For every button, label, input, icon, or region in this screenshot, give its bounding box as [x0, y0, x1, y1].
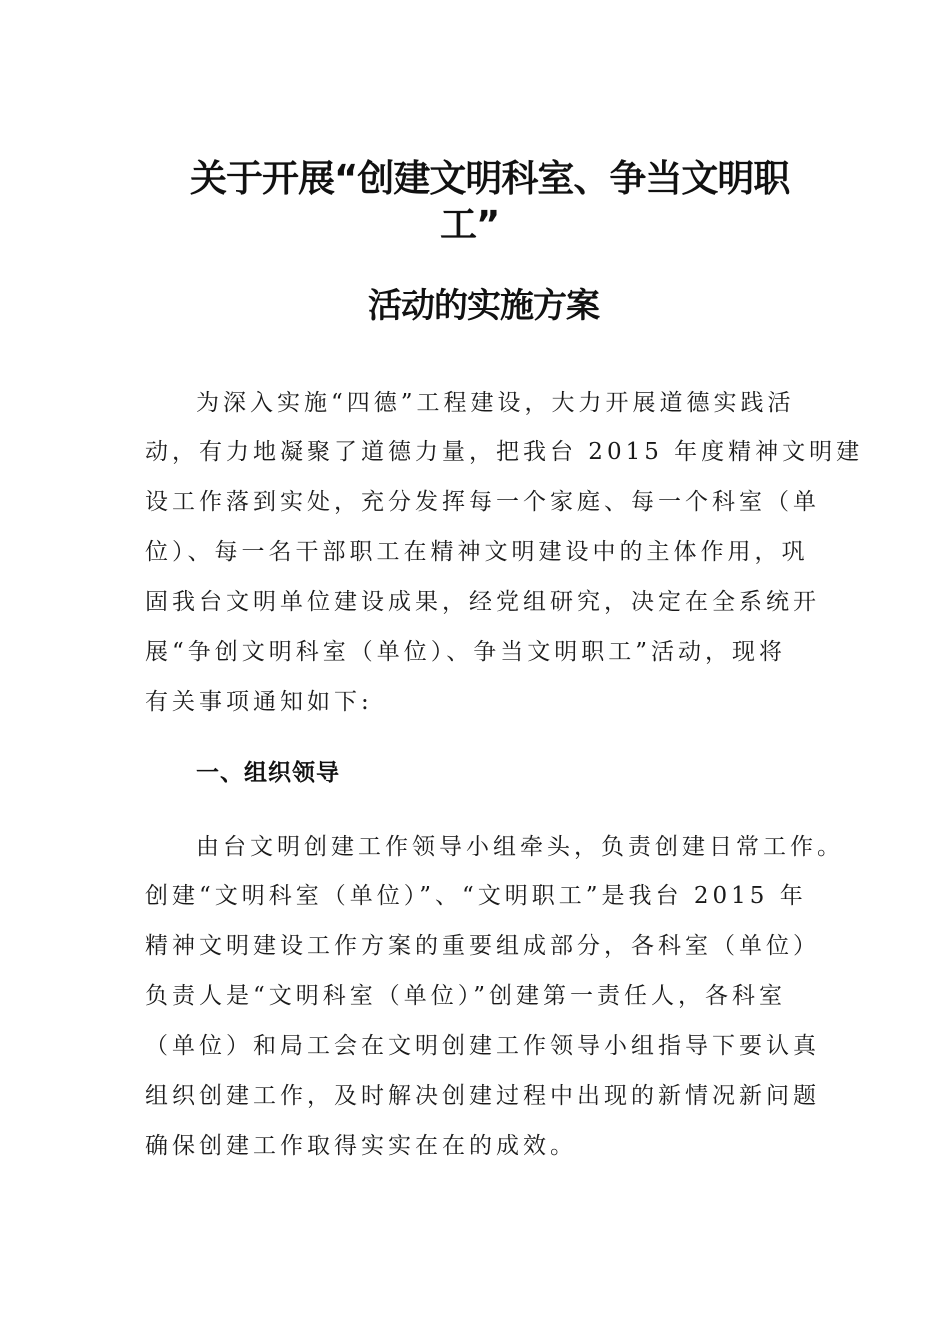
section-paragraph-line: 精神文明建设工作方案的重要组成部分，各科室（单位） — [145, 933, 820, 959]
section-paragraph-line: （单位）和局工会在文明创建工作领导小组指导下要认真 — [145, 1033, 820, 1059]
document-title-line-2: 工” — [440, 203, 500, 246]
intro-paragraph-line: 设工作落到实处，充分发挥每一个家庭、每一个科室（单 — [145, 489, 820, 515]
intro-paragraph-line: 位）、每一名干部职工在精神文明建设中的主体作用，巩 — [145, 539, 809, 565]
intro-paragraph-line: 固我台文明单位建设成果，经党组研究，决定在全系统开 — [145, 589, 820, 615]
document-subtitle: 活动的实施方案 — [368, 286, 599, 326]
section-paragraph-line: 组织创建工作，及时解决创建过程中出现的新情况新问题 — [145, 1083, 820, 1109]
section-paragraph-line: 由台文明创建工作领导小组牵头，负责创建日常工作。 — [196, 834, 844, 860]
document-title-line-1: 关于开展“创建文明科室、争当文明职 — [190, 157, 790, 200]
section-heading-organization: 一、组织领导 — [196, 760, 340, 786]
intro-paragraph-line: 有关事项通知如下: — [145, 689, 373, 715]
intro-paragraph-line: 动，有力地凝聚了道德力量，把我台 2015 年度精神文明建 — [145, 439, 864, 465]
section-paragraph-line: 确保创建工作取得实实在在的成效。 — [145, 1133, 577, 1159]
section-paragraph-line: 负责人是“文明科室（单位）”创建第一责任人，各科室 — [145, 983, 787, 1009]
intro-paragraph-line: 为深入实施“四德”工程建设，大力开展道德实践活 — [196, 390, 795, 416]
intro-paragraph-line: 展“争创文明科室（单位）、争当文明职工”活动，现将 — [145, 639, 787, 665]
section-paragraph-line: 创建“文明科室（单位）”、“文明职工”是我台 2015 年 — [145, 883, 807, 909]
